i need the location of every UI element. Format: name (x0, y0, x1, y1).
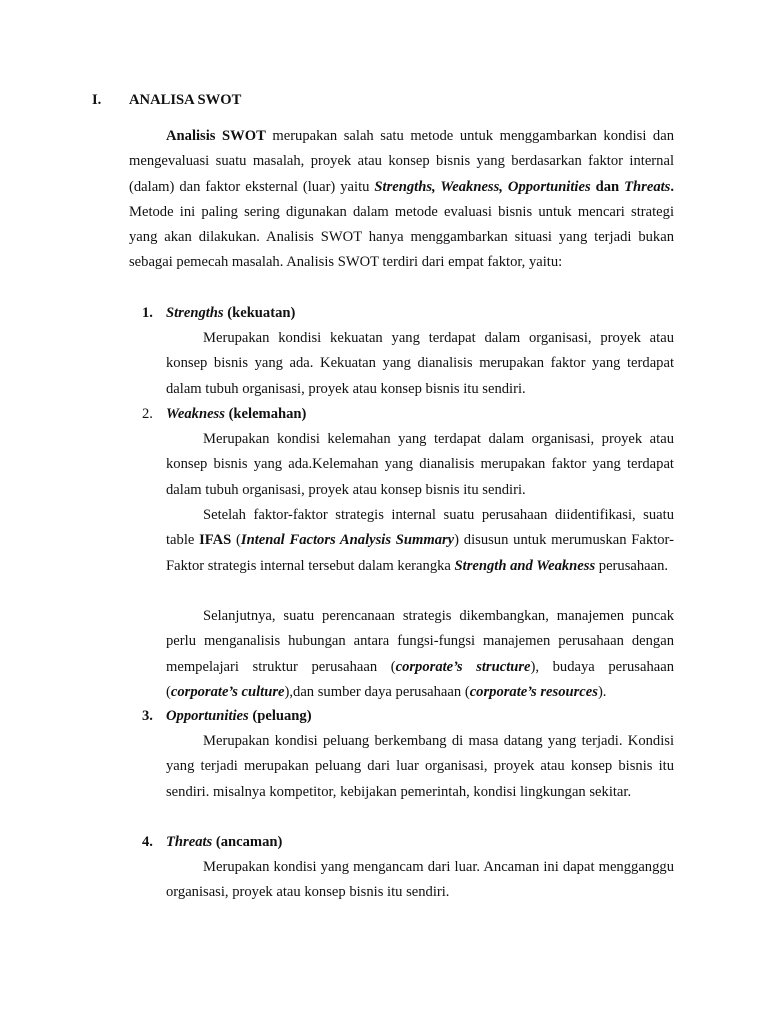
list-item-heading: Strengths (kekuatan) (166, 305, 296, 321)
corporate-resources-term: corporate’s resources (469, 683, 598, 700)
intro-paragraph (129, 124, 674, 276)
list-item-number: 3. (142, 708, 153, 724)
opportunities-paragraph: Merupakan kondisi peluang berkembang di masa datang yang terjadi. Kondisi yang terjadi merupakan peluang dari luar organisasi, proyek atau konsep bisnis itu sendiri. misalnya kompetitor, kebijakan pemerintah, kondisi lingkungan sekitar. (166, 733, 674, 800)
intro-and: dan (590, 178, 625, 195)
corporate-culture-term: corporate’s culture (170, 683, 285, 700)
list-item-heading: Opportunities (peluang) (166, 708, 312, 724)
ifas-paragraph: Setelah faktor-faktor strategis internal suatu perusahaan diidentifikasi, suatu table IFAS (Intenal Factors Analysis Summary) disusun untuk merumuskan Faktor-Faktor strategis internal tersebut dalam kerangka Strength and Weakness perusahaan. (166, 507, 674, 574)
list-item-number: 1. (142, 305, 153, 321)
intro-text-2: Metode ini paling sering digunakan dalam metode evaluasi bisnis untuk mencari strategi yang akan dilakukan. Analisis SWOT hanya menggambarkan situasi yang terjadi bukan sebagai pemecah masalah. Analisis SWOT terdiri dari empat faktor, yaitu: (129, 203, 674, 271)
ifas-abbr: IFAS (199, 532, 232, 549)
ifas-full: Intenal Factors Analysis Summary (240, 532, 455, 549)
intro-factors-1: Strengths, Weakness, Opportunities (374, 178, 591, 195)
corporate-structure-term: corporate’s structure (395, 658, 531, 675)
list-item-heading: Weakness (kelemahan) (166, 406, 307, 422)
threats-paragraph: Merupakan kondisi yang mengancam dari luar. Ancaman ini dapat mengganggu organisasi, proyek atau konsep bisnis itu sendiri. (166, 859, 674, 901)
section-number: I. (92, 92, 102, 108)
section-title: ANALISA SWOT (129, 92, 242, 108)
intro-dot: . (670, 178, 674, 195)
management-paragraph: Selanjutnya, suatu perencanaan strategis dikembangkan, manajemen puncak perlu menganalisis hubungan antara fungsi-fungsi manajemen perusahaan dengan mempelajari struktur perusahaan (corporate’s structure), budaya perusahaan (corporate’s culture),dan sumber daya perusahaan (corporate’s resources). (166, 608, 674, 700)
strengths-paragraph: Merupakan kondisi kekuatan yang terdapat dalam organisasi, proyek atau konsep bisnis yang ada. Kekuatan yang dianalisis merupakan faktor yang terdapat dalam tubuh organisasi, proyek atau konsep bisnis itu sendiri. (166, 330, 674, 397)
list-item-number: 4. (142, 834, 153, 850)
list-item-number: 2. (142, 406, 153, 422)
ifas-frame: Strength and Weakness (454, 557, 596, 574)
weakness-paragraph: Merupakan kondisi kelemahan yang terdapat dalam organisasi, proyek atau konsep bisnis yang ada.Kelemahan yang dianalisis merupakan faktor yang terdapat dalam tubuh organisasi, proyek atau konsep bisnis itu sendiri. (166, 431, 674, 498)
intro-factors-2: Threats (624, 178, 671, 195)
intro-text-1: merupakan salah satu metode untuk menggambarkan kondisi dan mengevaluasi suatu masalah, proyek atau konsep bisnis yang berdasarkan faktor internal (dalam) dan faktor eksternal (luar) yaitu (129, 128, 675, 195)
list-item-heading: Threats (ancaman) (166, 834, 283, 850)
intro-term: Analisis SWOT (166, 128, 266, 144)
